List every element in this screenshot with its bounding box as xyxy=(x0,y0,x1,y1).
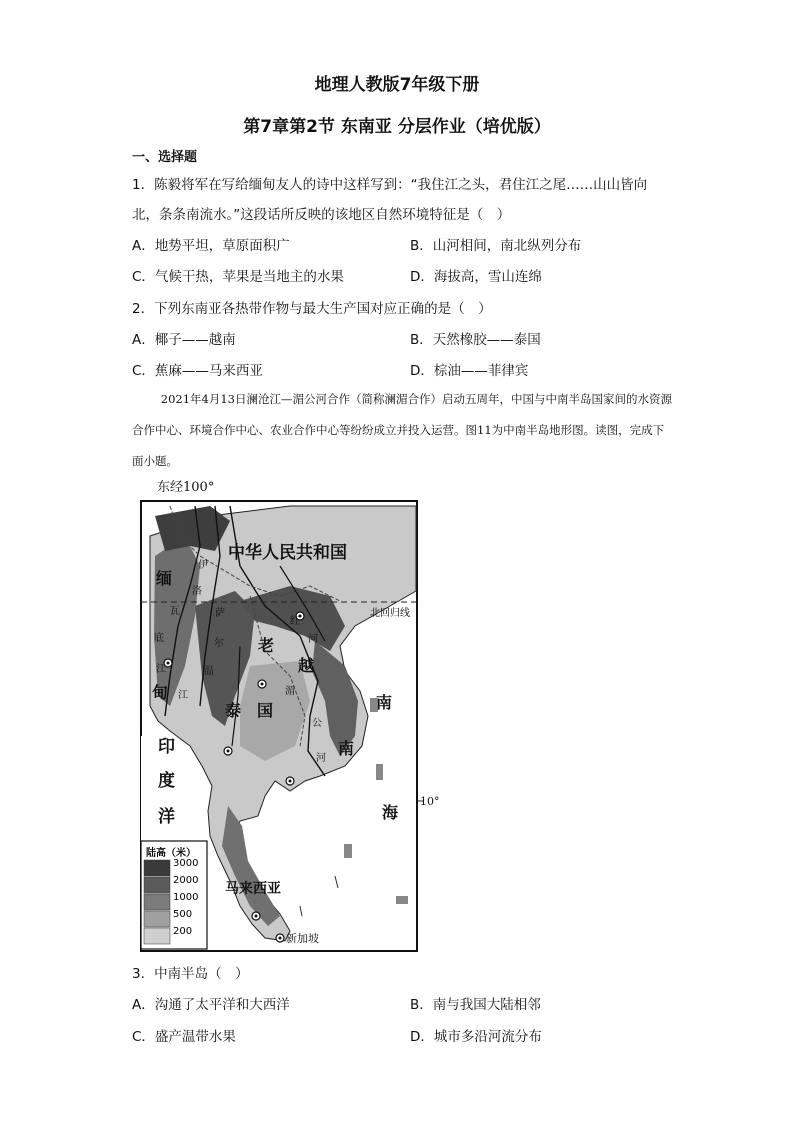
label-irrawaddy-5: 江 xyxy=(156,664,166,675)
label-red-river-2: 河 xyxy=(308,634,318,645)
label-mekong-3: 河 xyxy=(316,753,326,764)
label-south-china-sea-2: 海 xyxy=(382,803,399,822)
question-3-stem: 3．中南半岛（ ） xyxy=(132,966,249,982)
label-vietnam-1: 越 xyxy=(298,656,315,675)
label-myanmar-1: 缅 xyxy=(156,569,173,588)
question-3-option-b: B．南与我国大陆相邻 xyxy=(410,997,541,1013)
label-salween-4: 江 xyxy=(178,690,188,701)
label-irrawaddy-2: 洛 xyxy=(192,586,202,597)
label-mekong-1: 湄 xyxy=(285,686,295,697)
legend-swatch xyxy=(144,894,170,910)
question-3-option-d: D．城市多沿河流分布 xyxy=(410,1029,542,1045)
legend-value: 1000 xyxy=(173,892,199,903)
legend-value: 500 xyxy=(173,909,193,920)
question-1-stem-line2: 北，条条南流水。”这段话所反映的该地区自然环境特征是（ ） xyxy=(132,207,511,223)
legend-swatch xyxy=(144,928,170,944)
question-2-option-c: C．蕉麻——马来西亚 xyxy=(132,363,263,379)
label-laos: 老 xyxy=(258,636,275,655)
document-subtitle: 第7章第2节 东南亚 分层作业（培优版） xyxy=(243,117,551,137)
label-mekong-2: 公 xyxy=(312,718,322,729)
legend-swatch xyxy=(144,860,170,876)
legend-swatch xyxy=(144,911,170,927)
label-indian-ocean-1: 印 xyxy=(158,737,175,757)
legend-swatch xyxy=(144,877,170,893)
question-2-option-b: B．天然橡胶——泰国 xyxy=(410,332,541,348)
question-2-option-d: D．棕油——菲律宾 xyxy=(410,363,529,379)
legend-title: 陆高（米） xyxy=(146,848,196,859)
label-red-river-1: 红 xyxy=(290,616,300,627)
elevation-legend xyxy=(141,841,207,949)
question-3-option-a: A．沟通了太平洋和大西洋 xyxy=(132,997,290,1013)
island xyxy=(344,844,352,858)
latitude-label: 10° xyxy=(420,795,440,808)
label-china: 中华人民共和国 xyxy=(228,543,347,563)
label-singapore: 新加坡 xyxy=(286,932,319,945)
island xyxy=(376,764,383,780)
question-1-option-b: B．山河相间，南北纵列分布 xyxy=(410,238,582,254)
label-salween-3: 温 xyxy=(204,666,214,677)
indochina-terrain-map xyxy=(140,476,430,954)
label-malaysia: 马来西亚 xyxy=(225,881,281,897)
legend-value: 3000 xyxy=(173,858,199,869)
label-myanmar-2: 甸 xyxy=(152,683,169,702)
question-2-stem: 2．下列东南亚各热带作物与最大生产国对应正确的是（ ） xyxy=(132,301,492,317)
question-2-option-a: A．椰子——越南 xyxy=(132,332,236,348)
island xyxy=(396,896,408,904)
question-1-option-d: D．海拔高，雪山连绵 xyxy=(410,269,542,285)
question-3-option-c: C．盛产温带水果 xyxy=(132,1029,236,1045)
tropic-of-cancer-label: 北回归线 xyxy=(370,608,410,619)
label-vietnam-2: 南 xyxy=(338,739,355,758)
question-1-option-a: A．地势平坦，草原面积广 xyxy=(132,238,290,254)
reading-passage: 2021年4月13日澜沧江—湄公河合作（简称澜湄合作）启动五周年，中国与中南半岛国家间的水资源合作中心、环境合作中心、农业合作中心等纷纷成立并投入运营。图11为中南半岛地形图。读图，完成下面小题。 xyxy=(132,392,672,468)
legend-value: 2000 xyxy=(173,875,199,886)
label-irrawaddy-1: 伊 xyxy=(198,560,208,571)
label-indian-ocean-2: 度 xyxy=(158,771,175,791)
label-indian-ocean-3: 洋 xyxy=(158,807,175,827)
label-south-china-sea-1: 南 xyxy=(376,693,393,712)
label-irrawaddy-3: 瓦 xyxy=(170,606,180,617)
question-1-stem-line1: 1．陈毅将军在写给缅甸友人的诗中这样写到：“我住江之头，君住江之尾……山山皆向 xyxy=(132,177,648,193)
label-salween-2: 尔 xyxy=(214,638,224,649)
longitude-label: 东经100° xyxy=(157,480,215,495)
question-1-option-c: C．气候干热，苹果是当地主的水果 xyxy=(132,269,344,285)
label-salween-1: 萨 xyxy=(215,608,225,619)
label-thailand: 泰 国 xyxy=(225,701,274,720)
legend-value: 200 xyxy=(173,926,193,937)
section-heading: 一、选择题 xyxy=(132,150,198,165)
document-title: 地理人教版7年级下册 xyxy=(314,75,480,95)
label-irrawaddy-4: 底 xyxy=(154,633,164,644)
